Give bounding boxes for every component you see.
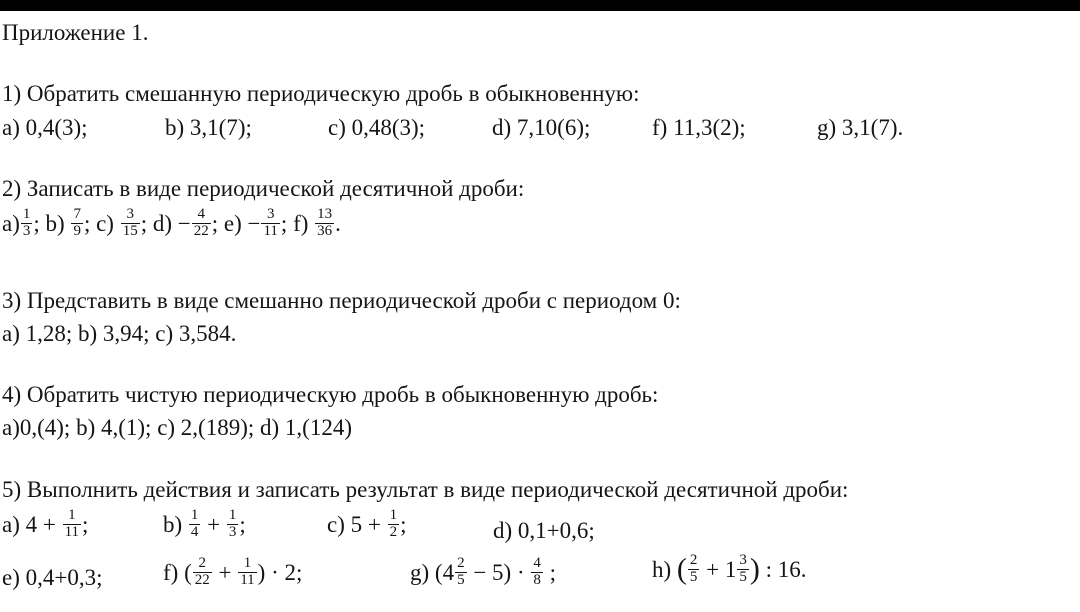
fraction: $\frac{3}{5}$ <box>739 552 747 585</box>
task2-items <box>2 207 341 240</box>
fraction: $\frac{3}{11}$ <box>263 206 278 239</box>
fraction: $\frac{3}{15}$ <box>122 206 138 239</box>
task5-h: h) ( $\frac{2}{5}$ + 1 $\frac{3}{5}$ ) : 16. <box>652 552 807 586</box>
task1-item-b: b) 3,1(7); <box>165 115 252 140</box>
task5-e: e) 0,4+0,3; <box>2 565 103 590</box>
task2-c: c) $\frac{3}{15}$ ; <box>96 206 148 239</box>
task4-title: 4) Обратить чистую периодическую дробь в обыкновенную дробь: <box>2 382 659 407</box>
task1-item-a: a) 0,4(3); <box>2 115 88 140</box>
fraction: $\frac{7}{9}$ <box>73 206 81 239</box>
task1-item-f: f) 11,3(2); <box>652 115 746 140</box>
fraction: $\frac{1}{11}$ <box>240 555 255 588</box>
fraction: $\frac{1}{3}$ <box>22 206 31 239</box>
fraction: $\frac{1}{11}$ <box>64 507 80 540</box>
fraction: $\frac{2}{22}$ <box>194 555 210 588</box>
task5-a: a) 4 + $\frac{1}{11}$ ; <box>2 507 89 540</box>
top-black-bar <box>0 0 1080 11</box>
fraction: $\frac{13}{36}$ <box>317 206 333 239</box>
task5-f: f) ( $\frac{2}{22}$ + $\frac{1}{11}$ ) · 2; <box>163 555 303 588</box>
task5-b: b) $\frac{1}{4}$ + $\frac{1}{3}$ ; <box>163 507 246 540</box>
fraction: $\frac{2}{5}$ <box>689 552 698 585</box>
fraction: $\frac{4}{8}$ <box>533 555 541 588</box>
fraction: $\frac{2}{5}$ <box>457 555 465 588</box>
task5-c: c) 5 + $\frac{1}{2}$ ; <box>327 507 407 540</box>
task2-f: f) $\frac{13}{36}$ . <box>293 206 341 239</box>
fraction: $\frac{1}{2}$ <box>389 507 398 540</box>
task1-item-g: g) 3,1(7). <box>817 115 904 140</box>
task5-g: g) (4 $\frac{2}{5}$ − 5) · $\frac{4}{8}$ ; <box>410 555 557 588</box>
task3-title: 3) Представить в виде смешанно периодической дроби с периодом 0: <box>2 288 681 313</box>
task2-b: b) $\frac{7}{9}$ ; <box>45 206 91 239</box>
task1-item-c: c) 0,48(3); <box>328 115 426 140</box>
task2-a: a) $\frac{1}{3}$ ; <box>2 206 40 239</box>
task2-d: d) − $\frac{4}{22}$ ; <box>152 206 219 239</box>
task5-d: d) 0,1+0,6; <box>493 518 595 543</box>
fraction: $\frac{4}{22}$ <box>193 206 209 239</box>
task2-e: e) − $\frac{3}{11}$ ; <box>223 206 288 239</box>
fraction: $\frac{1}{4}$ <box>190 507 199 540</box>
appendix-title: Приложение 1. <box>2 20 149 45</box>
task1-item-d: d) 7,10(6); <box>492 115 591 140</box>
task4-items: a)0,(4); b) 4,(1); c) 2,(189); d) 1,(124) <box>2 415 352 440</box>
fraction: $\frac{1}{3}$ <box>228 507 237 540</box>
task2-title: 2) Записать в виде периодической десятичной дроби: <box>2 176 525 201</box>
task1-title: 1) Обратить смешанную периодическую дробь в обыкновенную: <box>2 81 640 106</box>
task3-items: a) 1,28; b) 3,94; c) 3,584. <box>2 321 237 346</box>
task5-title: 5) Выполнить действия и записать результат в виде периодической десятичной дроби: <box>2 477 849 502</box>
